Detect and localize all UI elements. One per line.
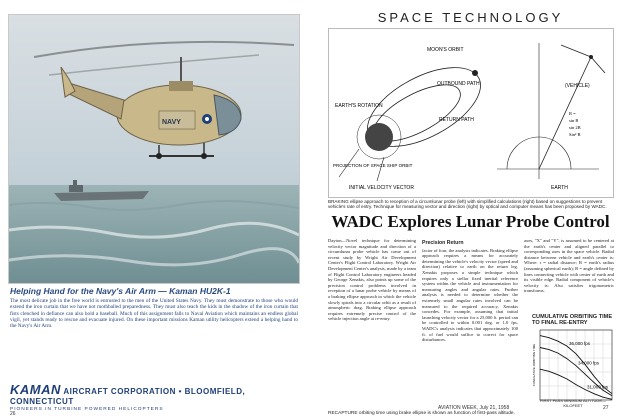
article-column-3: axes, "X" and "Y", is assumed to be centered at the earth's center and aligned parallel to corresponding axes in the space vehicle. Radial distance between vehicle and earth's center is: Where: r = radial distance; R = earth's radius (assuming spherical earth); R = angle defined by lines connecting vehicle with center of earth and its visible edge. Radial component of vehicle's velocity is: Also satisfies trigonometric transforms. xyxy=(524,238,614,294)
chart-svg xyxy=(532,328,614,404)
column-subhead: Precision Return xyxy=(422,240,464,246)
company-tagline: PIONEERS IN TURBINE POWERED HELICOPTERS xyxy=(10,407,164,412)
label-vehicle: (VEHICLE) xyxy=(565,83,590,89)
left-page xyxy=(0,0,305,420)
equation-line-1: R = xyxy=(569,111,576,116)
chart-series-label-0: 36,000 fps xyxy=(569,341,591,347)
label-initial-velocity: INITIAL VELOCITY VECTOR xyxy=(349,185,414,191)
helicopter-painting xyxy=(8,14,300,284)
footer-row xyxy=(328,411,613,416)
issue-footer: AVIATION WEEK, July 21, 1958 xyxy=(438,405,510,411)
chart-x-label: FIRST PASS MINIMUM ALTITUDE—KILOFEET xyxy=(539,398,606,408)
chart-series-label-1: 34,000 fps xyxy=(578,360,600,366)
label-outbound: OUTBOUND PATH xyxy=(437,81,480,87)
equation-line-3: sin 2B xyxy=(569,125,581,130)
chart-title: CUMULATIVE ORBITING TIME TO FINAL RE-ENTRY xyxy=(532,314,613,326)
company-logo: KAMAN xyxy=(10,382,61,397)
article-headline: WADC Explores Lunar Probe Control xyxy=(331,212,610,231)
label-earth: EARTH xyxy=(551,185,568,191)
orbit-diagram xyxy=(328,28,614,198)
right-page-number: 27 xyxy=(603,405,609,411)
section-title: SPACE TECHNOLOGY xyxy=(377,10,564,25)
orbiting-time-chart xyxy=(532,314,614,408)
equation-line-2: sin B xyxy=(569,118,579,123)
column-2-text: factor of four, the analysis indicates. Braking ellipse approach requires a means for accurately determining the vehicle's velocity vector (speed and direction) relative to earth on the return leg. Xenakis proposes a simple technique which requires only a stellar fixed inertial reference system within the vehicle and instrumentation for measuring angles and angular rates. Further analysis is needed to determine whether the extremely small angular rates involved can be measured to the required accuracy, Xenakis concedes. For example, assuming that initial launching velocity vector for a 25,000 ft. period can be controlled to within 0.001 deg. or 1.0 fps, WADC's analysis indicates that approximately 100 ft. of fuel would suffice to correct for space disturbances. xyxy=(422,247,518,343)
article-column-2 xyxy=(422,238,518,343)
company-line-row xyxy=(10,382,300,406)
label-projection: PROJECTION OF SPACE SHIP ORBIT xyxy=(333,163,413,168)
label-moon-orbit: MOON'S ORBIT xyxy=(427,47,464,53)
chart-y-label: CUMULATIVE ORBITING TIME xyxy=(532,343,536,387)
article-column-1: Dayton—Novel technique for determining velocity vector magnitude and direction of a circumlunar probe vehicle has come out of recent study by Wright Air Development Center's Flight Control Laboratory. Wright Air Development Center's analysis, made by a team of Flight Control Laboratory engineers headed by George Xenakis, also points up some of the precision control problems involved in reception of a lunar probe vehicle by means of a braking ellipse approach in which the vehicle slowly spirals into a circular orbit as a result of atmospheric drag. Braking ellipse approach requires extremely precise control of the vehicle injection angle at re-entry. xyxy=(328,238,416,322)
label-earth-rotation: EARTH'S ROTATION xyxy=(335,103,383,109)
company-line: AIRCRAFT CORPORATION • BLOOMFIELD, CONNECTICUT xyxy=(10,387,246,406)
chart-caption: RECAPTURE orbiting time using brake ellipse is shown as function of first-pass altitude. xyxy=(328,411,515,416)
advertisement-body: The most delicate job in the free world is entrusted to the men of the United States Navy. They must demonstrate to those who would extend the iron curtain that we have not mothballed preparedness. They must also teach the kids in the shadow of the iron curtain that fists clenched in defiance can also hold a baseball. Much of this assignment falls to Naval Aviation which maintains an endless global vigil, yet stands ready to rescue and evacuate injured. On these important missions Kaman utility helicopters extend a helping hand to the Navy's Air Arm. xyxy=(10,298,298,330)
painting-caption: Helping Hand for the Navy's Air Arm — Kaman HU2K-1 xyxy=(10,286,231,296)
figure-caption: BRAKING ellipse approach to reception of a circumlunar probe (left) with simplified calculations (right) based on suggestions to prevent vehicle's rate of entry. Technique for measuring vector and direction (right) by optical and computer means has been proposed by WADC. xyxy=(328,199,607,210)
navy-marking: NAVY xyxy=(162,119,181,126)
left-page-number: 26 xyxy=(10,411,16,417)
label-return-path: RETURN PATH xyxy=(439,117,474,123)
helicopter-illustration xyxy=(9,15,299,283)
equation-line-4: Sin² B xyxy=(569,132,581,137)
right-page xyxy=(318,0,620,420)
orbit-diagram-figure xyxy=(329,29,613,197)
chart-series-label-2: 31,000 fps xyxy=(587,384,609,390)
company-signature xyxy=(10,382,300,412)
